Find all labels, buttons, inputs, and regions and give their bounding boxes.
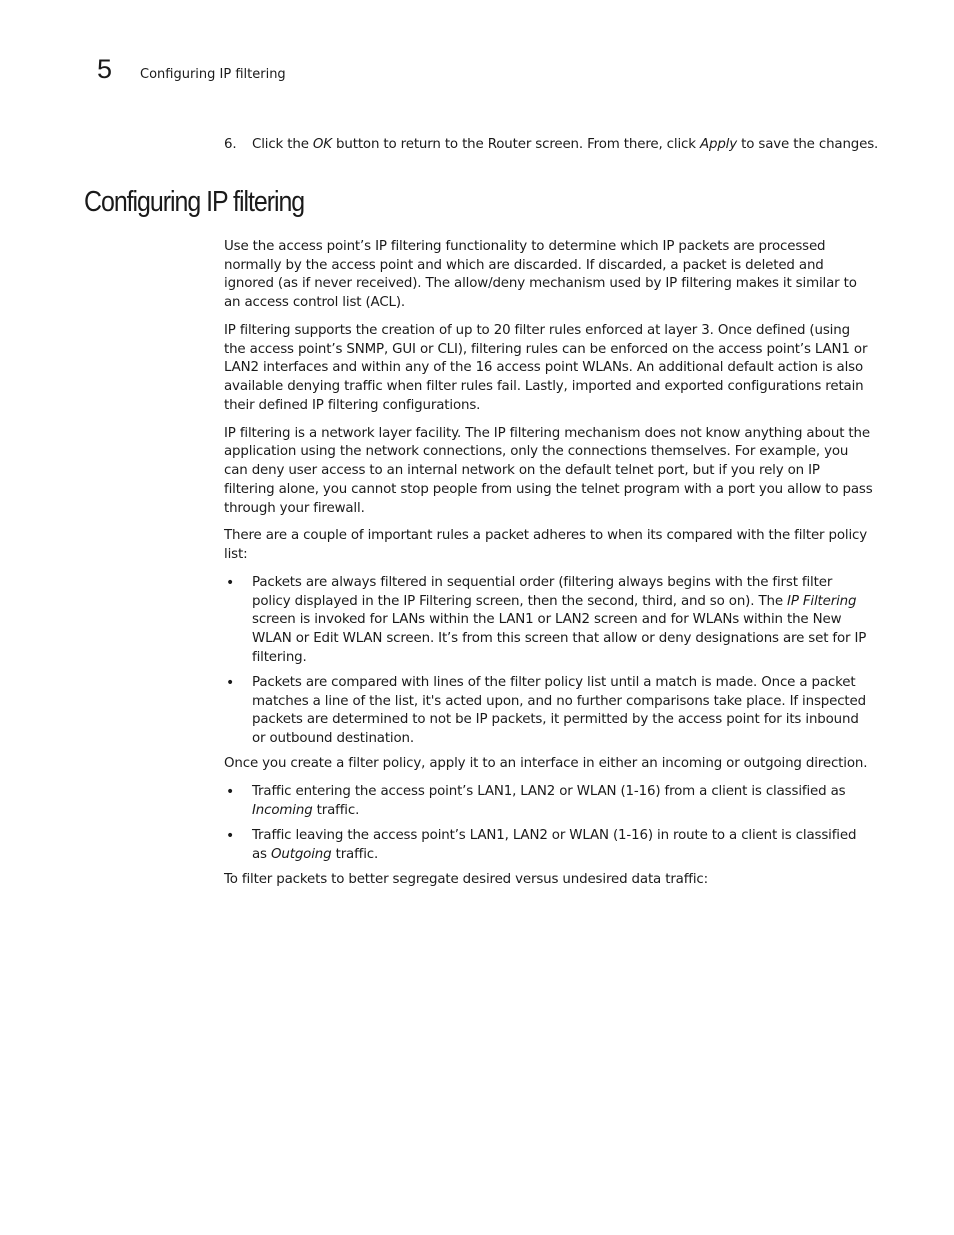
step-number: 6. (224, 137, 237, 152)
ok-button-label: OK (312, 137, 332, 152)
list-item (224, 827, 874, 864)
list-item-text: traffic. (331, 846, 379, 862)
paragraph-intro: Use the access point’s IP filtering functionality to determine which IP packets are processed normally by the access point and which are discarded. If discarded, a packet is deleted and ignored (as if never received). The allow/deny mechanism used by IP filtering makes it similar to an access control list (ACL). (224, 239, 857, 311)
paragraph-procedure-intro: To filter packets to better segregate desired versus undesired data traffic: (224, 871, 708, 887)
list-item-emphasis: Outgoing (271, 846, 332, 862)
bullet-icon: • (226, 575, 235, 591)
list-item-emphasis: Incoming (252, 802, 313, 818)
apply-button-label: Apply (699, 137, 738, 152)
chapter-number: 5 (97, 54, 113, 84)
list-item-emphasis: IP Filtering (787, 593, 857, 609)
paragraph-rules-intro: There are a couple of important rules a packet adheres to when its compared with the filter policy list: (224, 528, 868, 563)
paragraph-filter-rules: IP filtering supports the creation of up to 20 filter rules enforced at layer 3. Once defined (using the access point’s SNMP, GUI or CLI), filtering rules can be enforced on the access point’s LAN1 or LAN2 interfaces and within any of the 16 access point WLANs. An additional default action is also available denying traffic when filter rules fail. Lastly, imported and exported configurations retain their defined IP filtering configurations. (224, 323, 868, 413)
list-item-text: Packets are always filtered in sequential order (filtering always begins with the first filter policy displayed in the IP Filtering screen, then the second, third, and so on). The (252, 575, 833, 609)
list-item (224, 674, 874, 749)
list-item-text: traffic. (312, 802, 360, 818)
list-item-text: Traffic leaving the access point’s LAN1, LAN2 or WLAN (1-16) in route to a client is classified as (252, 827, 857, 862)
rules-list (224, 574, 874, 749)
bullet-icon: • (226, 784, 235, 800)
list-item (224, 574, 874, 668)
page-header (97, 56, 286, 83)
bullet-icon: • (226, 674, 235, 691)
paragraph-apply-policy: Once you create a filter policy, apply it to an interface in either an incoming or outgoing direction. (224, 756, 868, 772)
bullet-icon: • (226, 827, 235, 844)
list-item-text: Traffic entering the access point’s LAN1, LAN2 or WLAN (1-16) from a client is classified as (252, 784, 846, 799)
section-title: Configuring IP filtering (84, 186, 305, 218)
step-text-start: Click the (252, 137, 313, 152)
list-item-text: Packets are compared with lines of the filter policy list until a match is made. Once a packet matches a line of the list, it's acted upon, and no further comparisons take place. If inspected packets are determined to not be IP packets, it permitted by the access point for its inbound or outbound destination. (252, 674, 866, 747)
step-text-end: to save the changes. (737, 137, 879, 152)
running-title: Configuring IP filtering (140, 67, 286, 82)
section-body (224, 238, 874, 898)
direction-list (224, 783, 874, 864)
paragraph-network-layer: IP filtering is a network layer facility. The IP filtering mechanism does not know anything about the application using the network connections, only the connections themselves. For example, you can deny user access to an internal network on the default telnet port, but if you rely on IP filtering alone, you cannot stop people from using the telnet program with a port you allow to pass through your firewall. (224, 425, 873, 516)
list-item (224, 783, 874, 820)
list-item-text: screen is invoked for LANs within the LAN1 or LAN2 screen and for WLANs within the New WLAN or Edit WLAN screen. It’s from this screen that allow or deny designations are set for IP filtering. (252, 612, 867, 665)
step-6 (224, 135, 884, 154)
step-text-middle: button to return to the Router screen. From there, click (331, 137, 700, 152)
